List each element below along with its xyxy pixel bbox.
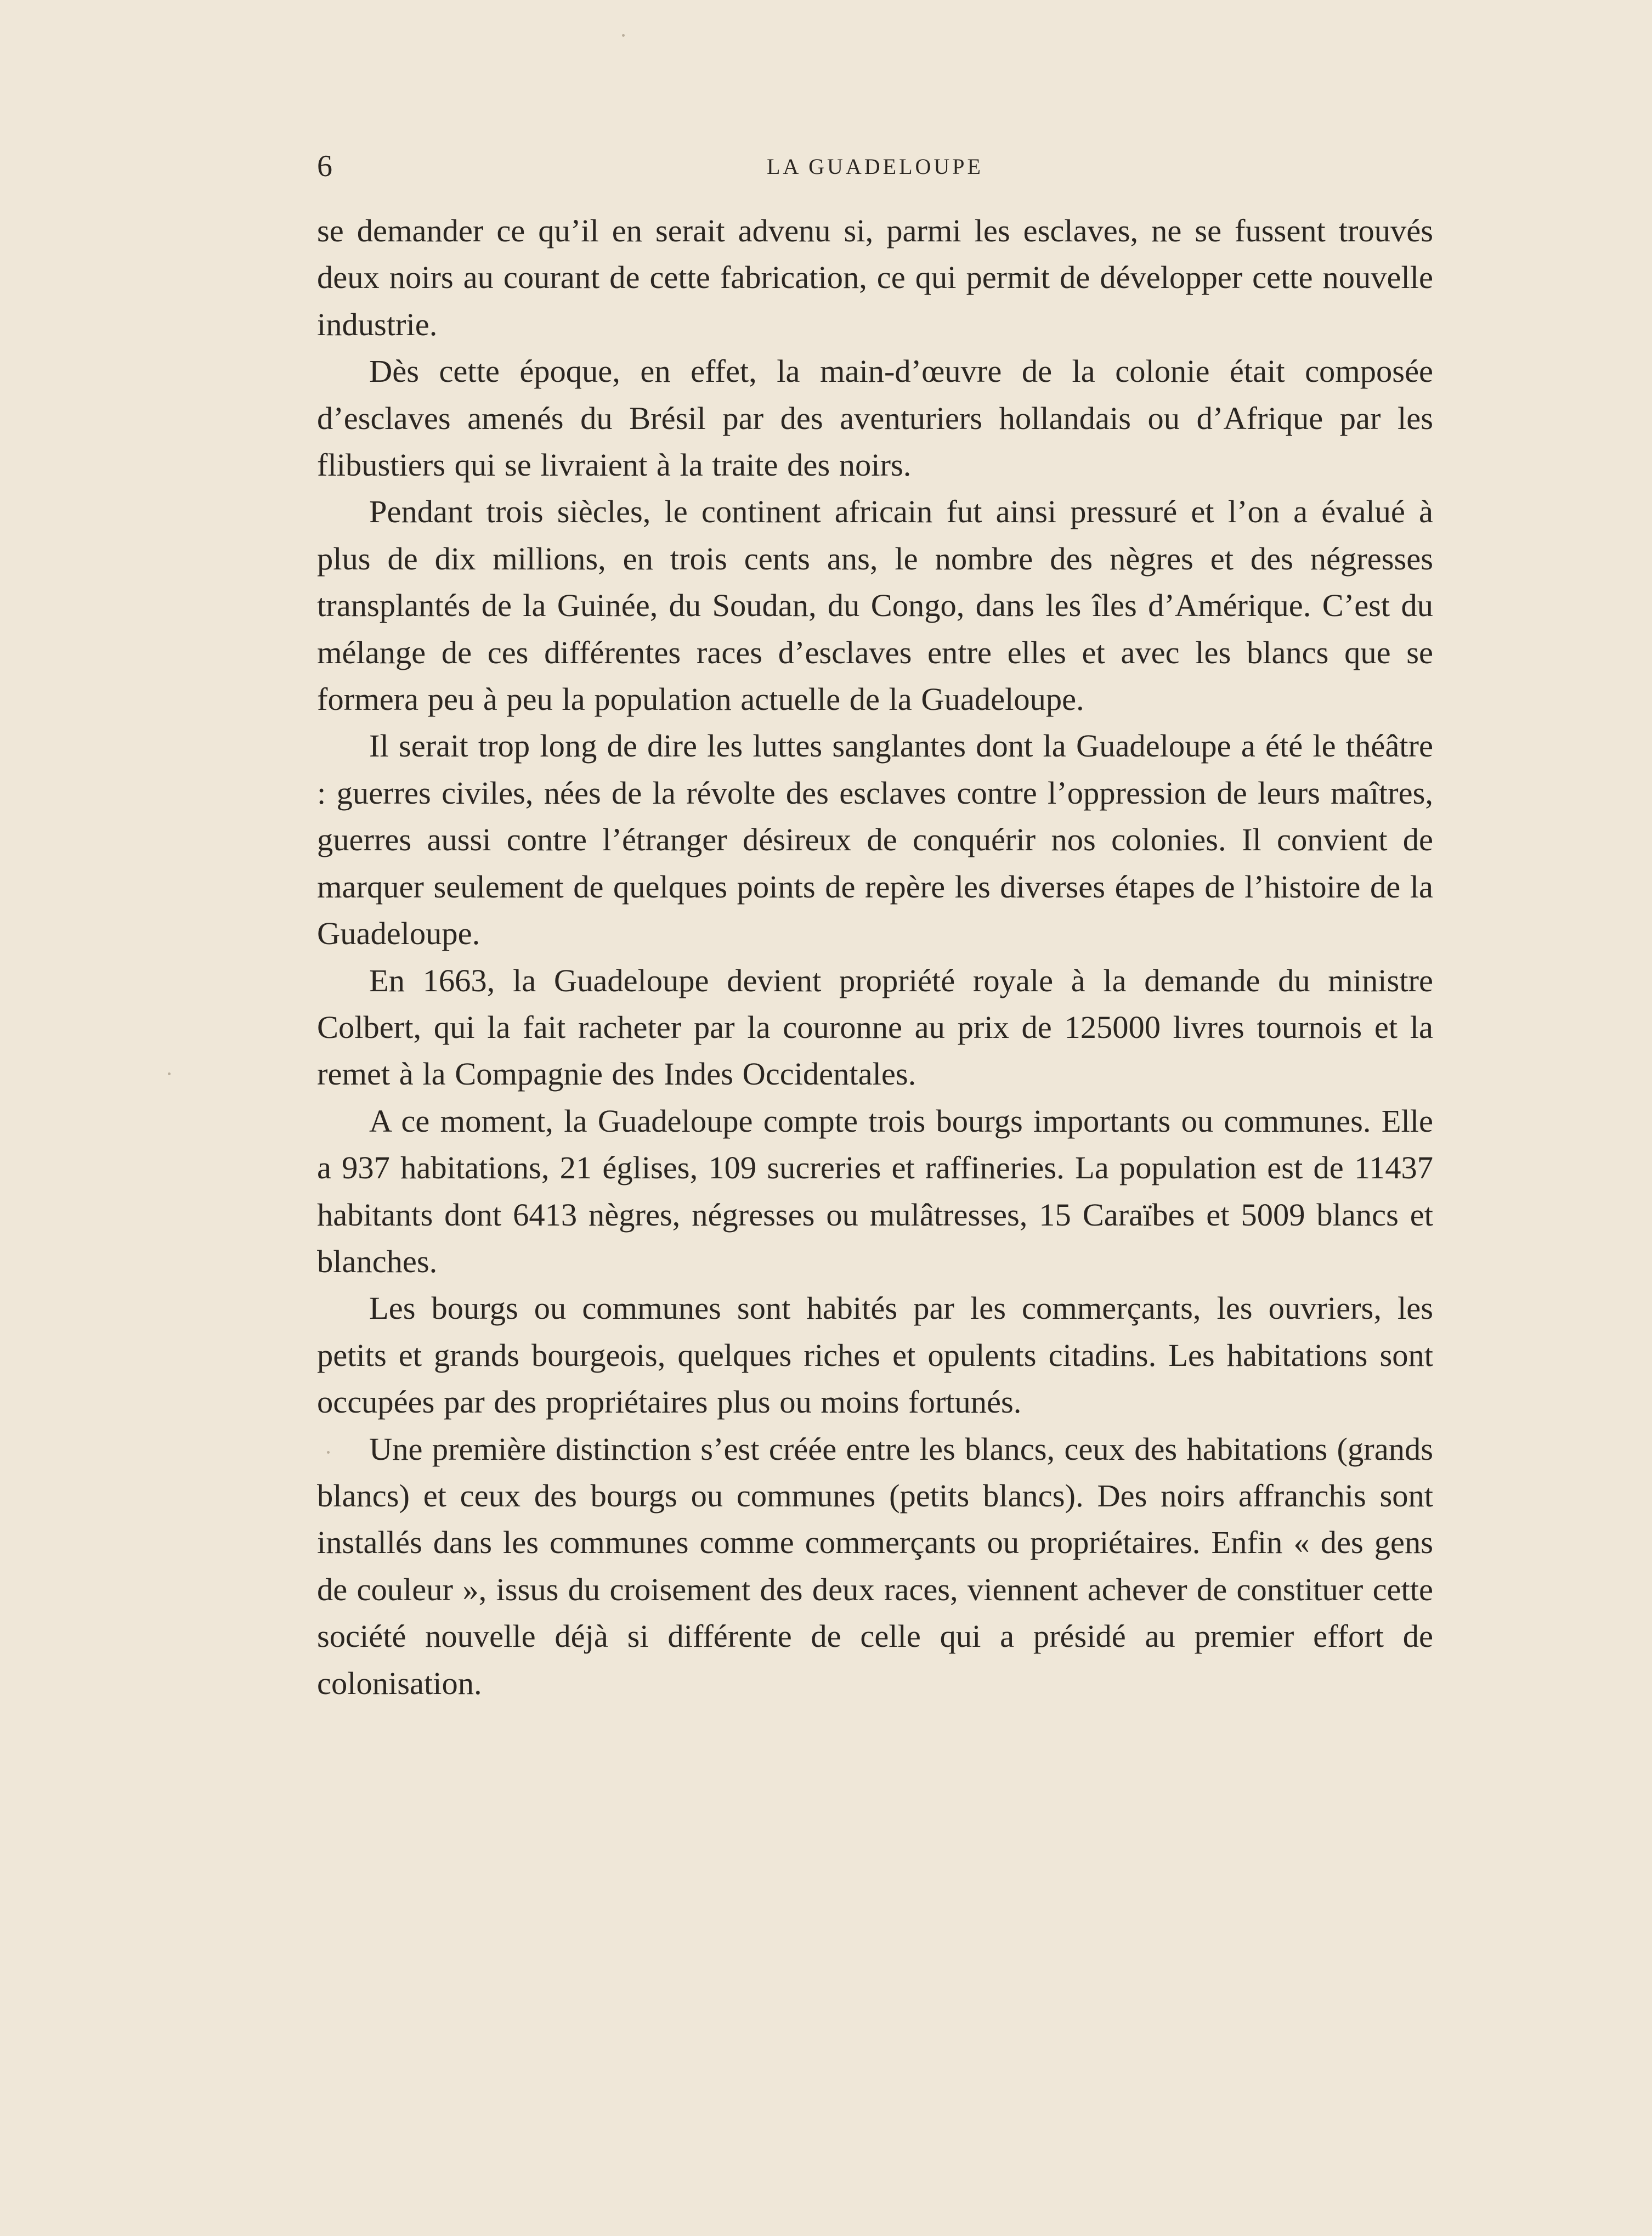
paragraph: Une première distinction s’est créée entre les blancs, ceux des habitations (grands blancs) et ceux des bourgs ou communes (petits blancs). Des noirs affranchis sont installés dans les communes comme commerçants ou propriétaires. Enfin « des gens de couleur », issus du croisement des deux races, viennent achever de constituer cette société nouvelle déjà si différente de celle qui a présidé au premier effort de colonisation. (317, 1431, 1433, 1701)
paper-speck (622, 34, 625, 37)
paper-speck (168, 1072, 171, 1075)
paragraph: A ce moment, la Guadeloupe compte trois bourgs importants ou communes. Elle a 937 habitations, 21 églises, 109 sucreries et raffineries. La population est de 11437 habitants dont 6413 nègres, négresses ou mulâtresses, 15 Caraïbes et 5009 blancs et blanches. (317, 1103, 1433, 1279)
paragraph: Pendant trois siècles, le continent africain fut ainsi pressuré et l’on a évalué à plus de dix millions, en trois cents ans, le nombre des nègres et des négresses transplantés de la Guinée, du Soudan, du Congo, dans les îles d’Amérique. C’est du mélange de ces différentes races d’esclaves entre elles et avec les blancs que se formera peu à peu la population actuelle de la Guadeloupe. (317, 494, 1433, 718)
paragraph-continuation: se demander ce qu’il en serait advenu si, parmi les esclaves, ne se fussent trouvés deux noirs au courant de cette fabrication, ce qui permit de développer cette nouvelle industrie. (317, 213, 1433, 342)
running-title: LA GUADELOUPE (767, 154, 983, 179)
page-number: 6 (317, 149, 332, 183)
paragraph: Il serait trop long de dire les luttes sanglantes dont la Guadeloupe a été le théâtre : guerres civiles, nées de la révolte des esclaves contre l’oppression de leurs maîtres, guerres aussi contre l’étranger désireux de conquérir nos colonies. Il convient de marquer seulement de quelques points de repère les diverses étapes de l’histoire de la Guadeloupe. (317, 728, 1433, 952)
body-text (317, 207, 1433, 1707)
running-head (317, 147, 1433, 185)
paragraph: Dès cette époque, en effet, la main-d’œuvre de la colonie était composée d’esclaves amenés du Brésil par des aventuriers hollandais ou d’Afrique par les flibustiers qui se livraient à la traite des noirs. (317, 353, 1433, 483)
paragraph: Les bourgs ou communes sont habités par les commerçants, les ouvriers, les petits et grands bourgeois, quelques riches et opulents citadins. Les habitations sont occupées par des propriétaires plus ou moins fortunés. (317, 1290, 1433, 1420)
paragraph: En 1663, la Guadeloupe devient propriété royale à la demande du ministre Colbert, qui la fait racheter par la couronne au prix de 125000 livres tournois et la remet à la Compagnie des Indes Occidentales. (317, 962, 1433, 1092)
